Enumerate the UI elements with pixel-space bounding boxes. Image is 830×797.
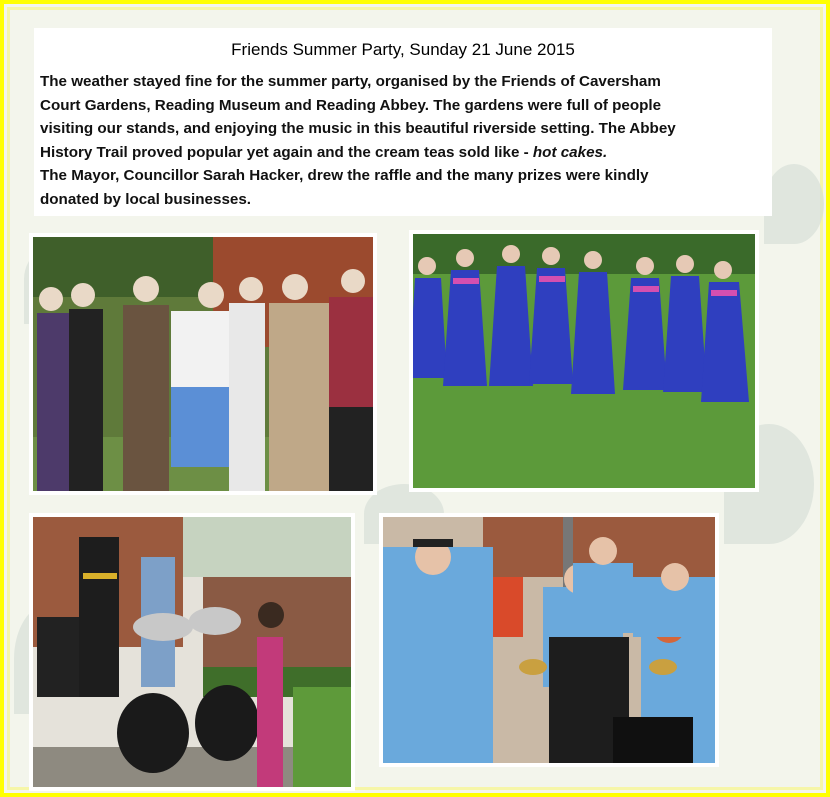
article-text-box [34,28,772,216]
article-title: Friends Summer Party, Sunday 21 June 2015 [231,40,575,59]
photo-steel-band [29,513,355,791]
photo-brass-band-image [383,517,715,763]
photo-brass-band [379,513,719,767]
background-leaf [764,164,824,244]
article-paragraph [40,70,770,212]
paragraph-line: visiting our stands, and enjoying the music in this beautiful riverside setting. The Abbey [40,120,676,138]
paragraph-line: Court Gardens, Reading Museum and Reading Abbey. The gardens were full of people [40,96,662,114]
photo-choir-image [413,234,755,488]
photo-group-guests [29,233,377,495]
photo-steel-band-image [33,517,351,787]
photo-choir [409,230,759,492]
photo-group-guests-image [33,237,373,491]
emphasis-text: hot cakes. [532,143,608,161]
paragraph-line: donated by local businesses. [40,190,252,208]
paragraph-line: History Trail proved popular yet again and the cream teas sold like - [40,143,533,161]
paragraph-line: The Mayor, Councillor Sarah Hacker, drew the raffle and the many prizes were kindly [40,167,649,185]
paragraph-line: The weather stayed fine for the summer party, organised by the Friends of Caversham [40,73,661,90]
